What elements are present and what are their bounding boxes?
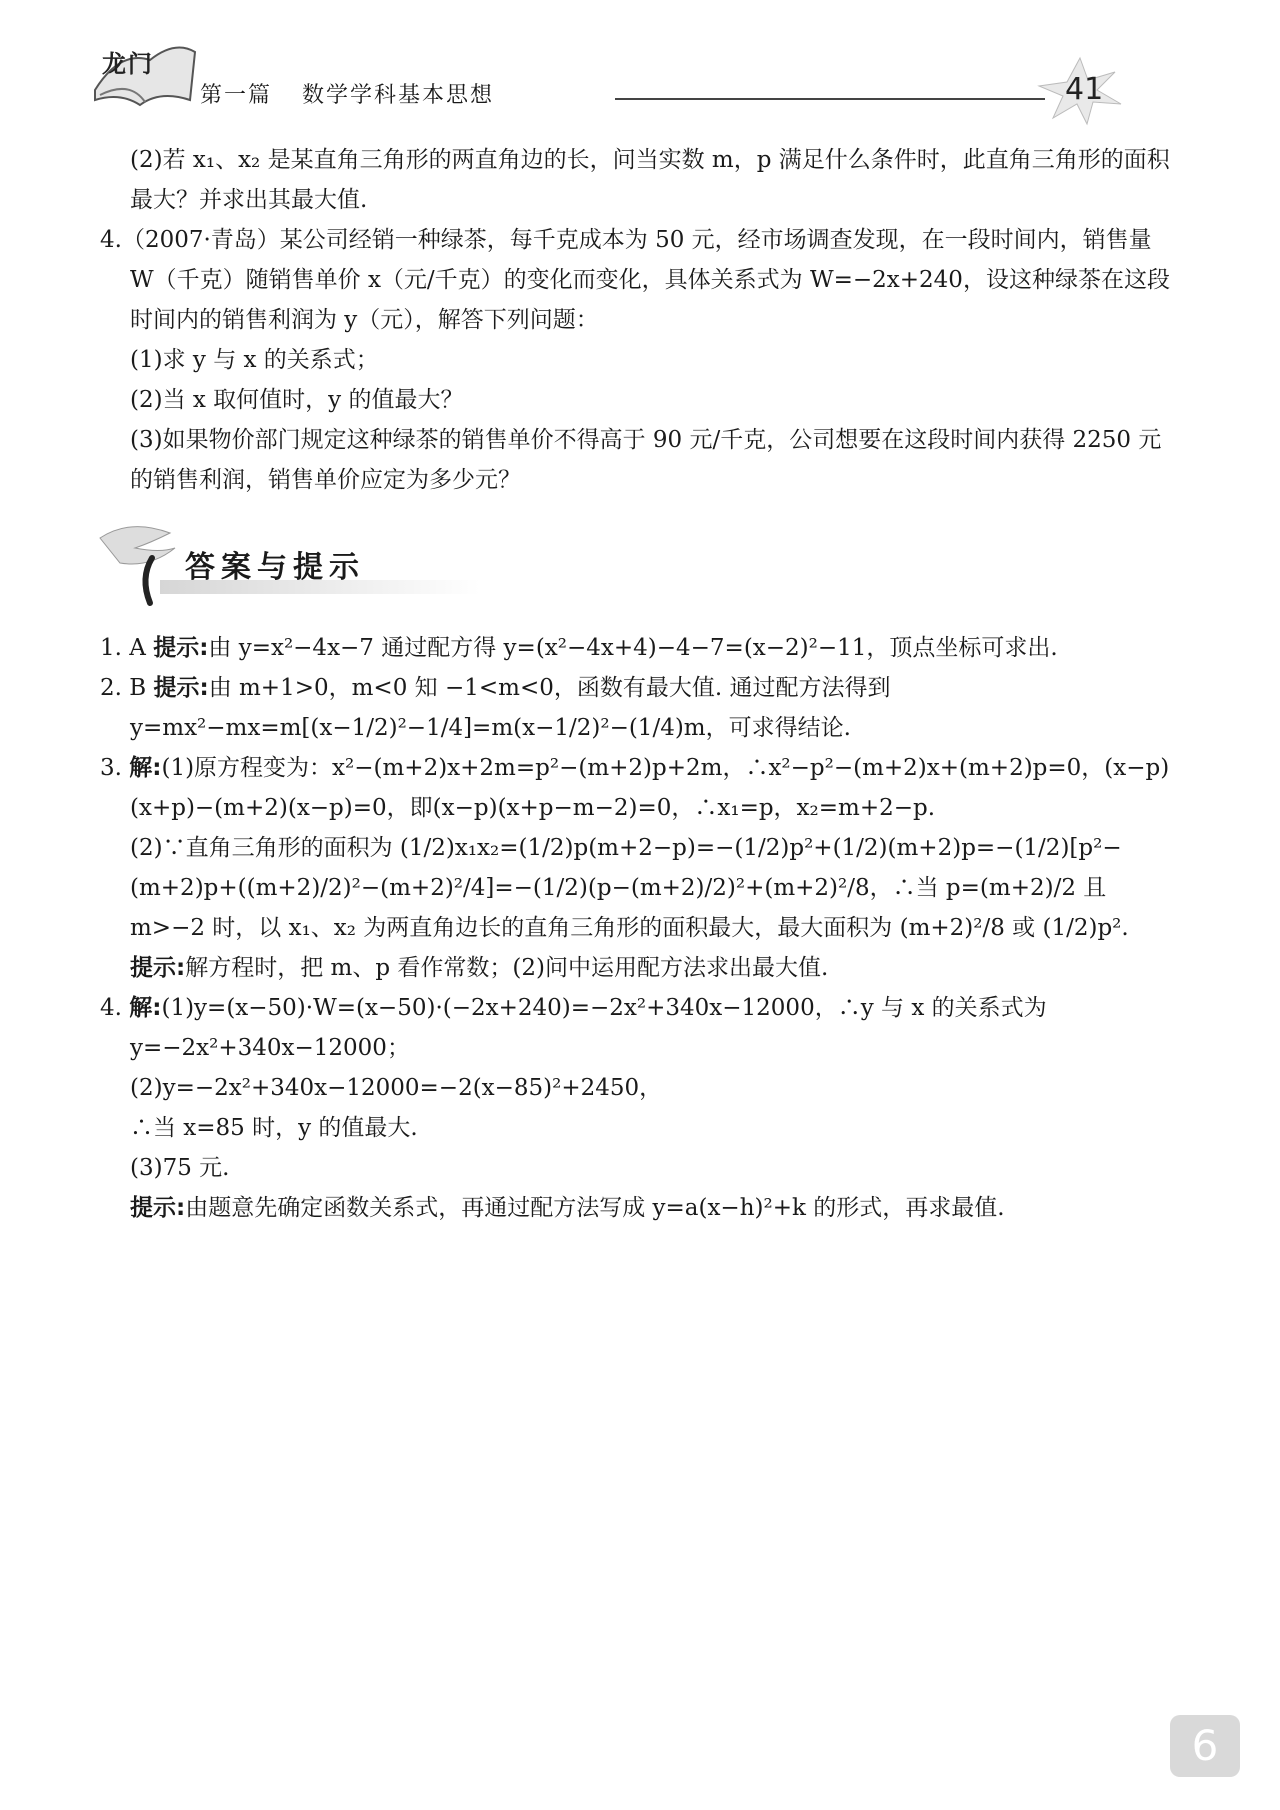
answer-1-number: 1. A	[100, 635, 146, 661]
answer-4-hint	[90, 1188, 1170, 1228]
header-title	[200, 78, 494, 109]
logo-text: 龙门	[102, 50, 154, 78]
problem-4-part-1: (1)求 y 与 x 的关系式；	[130, 347, 379, 373]
answer-4-hint-label: 提示:	[130, 1195, 186, 1221]
answer-2-hint-label: 提示:	[153, 675, 209, 701]
problem-4-stem: 4.（2007·青岛）某公司经销一种绿茶，每千克成本为 50 元，经市场调查发现，在一段时间内，销售量 W（千克）随销售单价 x（元/千克）的变化而变化，具体关系式为 W=−2x+240，设这种绿茶在这段时间内的销售利润为 y（元），解答下列问题：	[100, 227, 1170, 333]
answer-3-part-1	[90, 748, 1170, 828]
answer-3-part-2: (2)∵直角三角形的面积为 (1/2)x₁x₂=(1/2)p(m+2−p)=−(1/2)p²+(1/2)(m+2)p=−(1/2)[p²−(m+2)p+((m+2)/2)²−(m+2)²/4]=−(1/2)(p−(m+2)/2)²+(m+2)²/8，∴当 p=(m+2)/2 且 m>−2 时，以 x₁、x₂ 为两直角边长的直角三角形的面积最大，最大面积为 (m+2)²/8 或 (1/2)p².	[130, 835, 1129, 941]
feather-icon	[90, 518, 190, 608]
answer-2-text: 由 m+1>0，m<0 知 −1<m<0，函数有最大值. 通过配方法得到 y=mx²−mx=m[(x−1/2)²−1/4]=m(x−1/2)²−(1/4)m，可求得结论.	[130, 675, 891, 741]
answer-2-number: 2. B	[100, 675, 147, 701]
answer-4-part-3: (3)75 元.	[130, 1155, 230, 1181]
answers-section-header	[90, 518, 1170, 608]
answer-2	[90, 668, 1170, 748]
answer-4-hint-text: 由题意先确定函数关系式，再通过配方法写成 y=a(x−h)²+k 的形式，再求最值.	[185, 1195, 1005, 1221]
answer-3-hint-label: 提示:	[130, 955, 186, 981]
answer-4-part-1-text: (1)y=(x−50)·W=(x−50)·(−2x+240)=−2x²+340x−12000，∴y 与 x 的关系式为 y=−2x²+340x−12000；	[130, 995, 1047, 1061]
page-badge: 6	[1170, 1715, 1240, 1777]
part-label: 第一篇	[200, 83, 273, 108]
answers-section-title: 答案与提示	[185, 550, 365, 585]
header-rule	[615, 98, 1045, 100]
answer-3-number: 3.	[100, 755, 122, 781]
answer-3-part-1-text: (1)原方程变为：x²−(m+2)x+2m=p²−(m+2)p+2m，∴x²−p²−(m+2)x+(m+2)p=0，(x−p)(x+p)−(m+2)(x−p)=0，即(x−p)(x+p−m−2)=0，∴x₁=p，x₂=m+2−p.	[130, 755, 1170, 821]
answer-1-text: 由 y=x²−4x−7 通过配方得 y=(x²−4x+4)−4−7=(x−2)²−11，顶点坐标可求出.	[208, 635, 1058, 661]
page-header	[60, 20, 1160, 130]
answer-3-hint	[90, 948, 1170, 988]
answer-1	[90, 628, 1170, 668]
answer-1-hint-label: 提示:	[153, 635, 209, 661]
subject-label: 数学学科基本思想	[302, 83, 495, 108]
answer-4-number: 4.	[100, 995, 122, 1021]
problem-4-part-3: (3)如果物价部门规定这种绿茶的销售单价不得高于 90 元/千克，公司想要在这段时间内获得 2250 元的销售利润，销售单价应定为多少元？	[130, 427, 1162, 493]
problem-4-part-2: (2)当 x 取何值时，y 的值最大？	[130, 387, 464, 413]
problem-3-part-2: (2)若 x₁、x₂ 是某直角三角形的两直角边的长，问当实数 m，p 满足什么条件时，此直角三角形的面积最大？并求出其最大值.	[130, 147, 1170, 213]
answer-4-part-2b: ∴当 x=85 时，y 的值最大.	[130, 1115, 418, 1141]
answer-4-label: 解:	[129, 995, 162, 1021]
page-content	[90, 140, 1170, 1228]
page-number: 41	[1065, 72, 1104, 107]
answer-4-part-2: (2)y=−2x²+340x−12000=−2(x−85)²+2450，	[130, 1075, 663, 1101]
answer-4-part-1	[90, 988, 1170, 1068]
answer-3-hint-text: 解方程时，把 m、p 看作常数；(2)问中运用配方法求出最大值.	[185, 955, 829, 981]
answer-3-label: 解:	[129, 755, 162, 781]
